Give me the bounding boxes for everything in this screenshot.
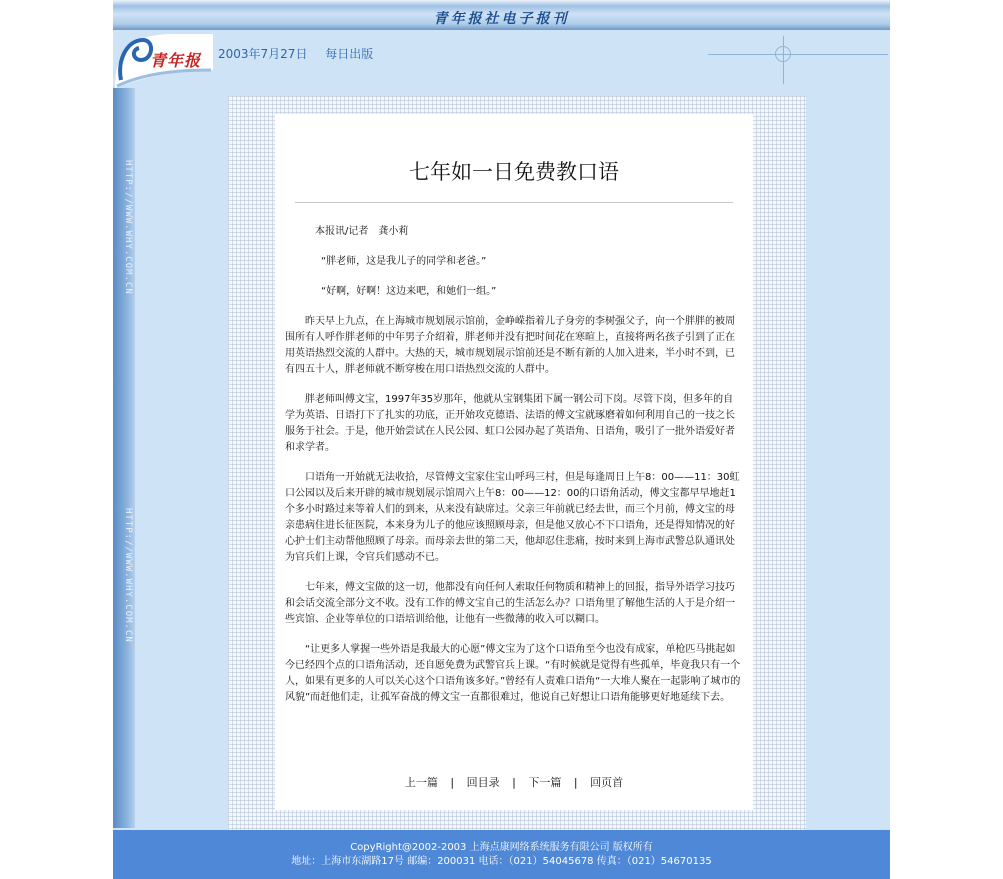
decor-line-horizontal: [708, 54, 888, 55]
nav-separator: |: [573, 776, 578, 789]
content-frame: [228, 96, 806, 830]
article-nav: [275, 774, 753, 790]
article-paragraph: 口语角一开始就无法收拾，尽管傅文宝家住宝山呼玛三村，但是每逢周日上午8：00——11：30虹口公园以及后来开辟的城市规划展示馆周六上午8：00——12：00的口语角活动，傅文宝都早早地赶1个多小时路过来等着人们的到来，从来没有缺席过。父亲三年前就已经去世，而三个月前，傅文宝的母亲患病住进长征医院，本来身为儿子的他应该照顾母亲，但是他又放心不下口语角，还是得知情况的好心护士们主动帮他照顾了母亲。而母亲去世的第二天，他却忍住悲痛，按时来到上海市武警总队通讯处为官兵们上课，令官兵们感动不已。: [285, 472, 740, 563]
article-paragraph: 胖老师叫傅文宝，1997年35岁那年，他就从宝钢集团下属一钢公司下岗。尽管下岗，但多年的自学为英语、日语打下了扎实的功底，正开始攻克德语、法语的傅文宝就琢磨着如何利用自己的一技之长服务于社会。于是，他开始尝试在人民公园、虹口公园办起了英语角、日语角，吸引了一批外语爱好者和求学者。: [285, 394, 735, 453]
article-paragraph: 昨天早上九点，在上海城市规划展示馆前，金峥嵘指着儿子身旁的李树强父子，向一个胖胖的被周围所有人呼作胖老师的中年男子介绍着，胖老师并没有把时间花在寒暄上，直接将两名孩子引到了正在用英语热烈交流的人群中。大热的天，城市规划展示馆前还是不断有新的人加入进来，半小时不到，已有四五十人，胖老师就不断穿梭在用口语热烈交流的人群中。: [285, 316, 735, 375]
crosshair-icon: [775, 46, 791, 62]
next-article-link[interactable]: 下一篇: [528, 776, 562, 789]
article-paper: [275, 114, 753, 810]
side-url-bottom: HTTP://WWW.WHY.COM.CN: [123, 508, 133, 643]
index-link[interactable]: 回目录: [466, 776, 500, 789]
prev-article-link[interactable]: 上一篇: [404, 776, 438, 789]
title-divider: [295, 202, 733, 203]
footer: [113, 830, 890, 879]
footer-address: 地址：上海市东湖路17号 邮编：200031 电话：（021）54045678 传真：（021）54670135: [291, 856, 712, 867]
logo-text: 青年报: [150, 51, 202, 70]
issue-date-line: [218, 45, 387, 62]
issue-date: 2003年7月27日: [218, 47, 308, 61]
top-banner: [113, 0, 890, 30]
footer-copyright: CopyRight@2002-2003 上海点康网络系统服务有限公司 版权所有: [350, 842, 653, 853]
banner-title: 青年报社电子报刊: [433, 11, 570, 27]
article-title: 七年如一日免费教口语: [409, 160, 619, 184]
article-paragraph: 七年来，傅文宝做的这一切，他都没有向任何人索取任何物质和精神上的回报，指导外语学习技巧和会话交流全部分文不收。没有工作的傅文宝自己的生活怎么办？口语角里了解他生活的人于是介绍一些宾馆、企业等单位的口语培训给他，让他有一些微薄的收入可以糊口。: [285, 582, 735, 625]
header: [113, 30, 890, 95]
page: [113, 0, 890, 879]
newspaper-logo[interactable]: [113, 30, 213, 90]
article-body: [285, 224, 743, 720]
back-to-top-link[interactable]: 回页首: [590, 776, 624, 789]
nav-separator: |: [512, 776, 516, 789]
article-quote: “胖老师，这是我儿子的同学和老爸。”: [321, 256, 487, 267]
article-paragraph: “让更多人掌握一些外语是我最大的心愿”傅文宝为了这个口语角至今也没有成家，单枪匹马挑起如今已经四个点的口语角活动，还自愿免费为武警官兵上课。“有时候就是觉得有些孤单，毕竟我只有一个人，如果有更多的人可以关心这个口语角该多好。”曾经有人责难口语角“一大堆人聚在一起影响了城市的风貌”而赶他们走，让孤军奋战的傅文宝一直都很难过，他说自己好想让口语角能够更好地延续下去。: [285, 644, 741, 703]
article-quote: “好啊，好啊！这边来吧，和她们一组。”: [321, 286, 497, 297]
left-decor-stripe: [113, 88, 135, 828]
nav-separator: |: [450, 776, 455, 789]
article-byline: 本报讯/记者 龚小莉: [315, 226, 409, 237]
side-url-top: HTTP://WWW.WHY.COM.CN: [123, 160, 133, 295]
issue-frequency: 每日出版: [325, 47, 374, 61]
